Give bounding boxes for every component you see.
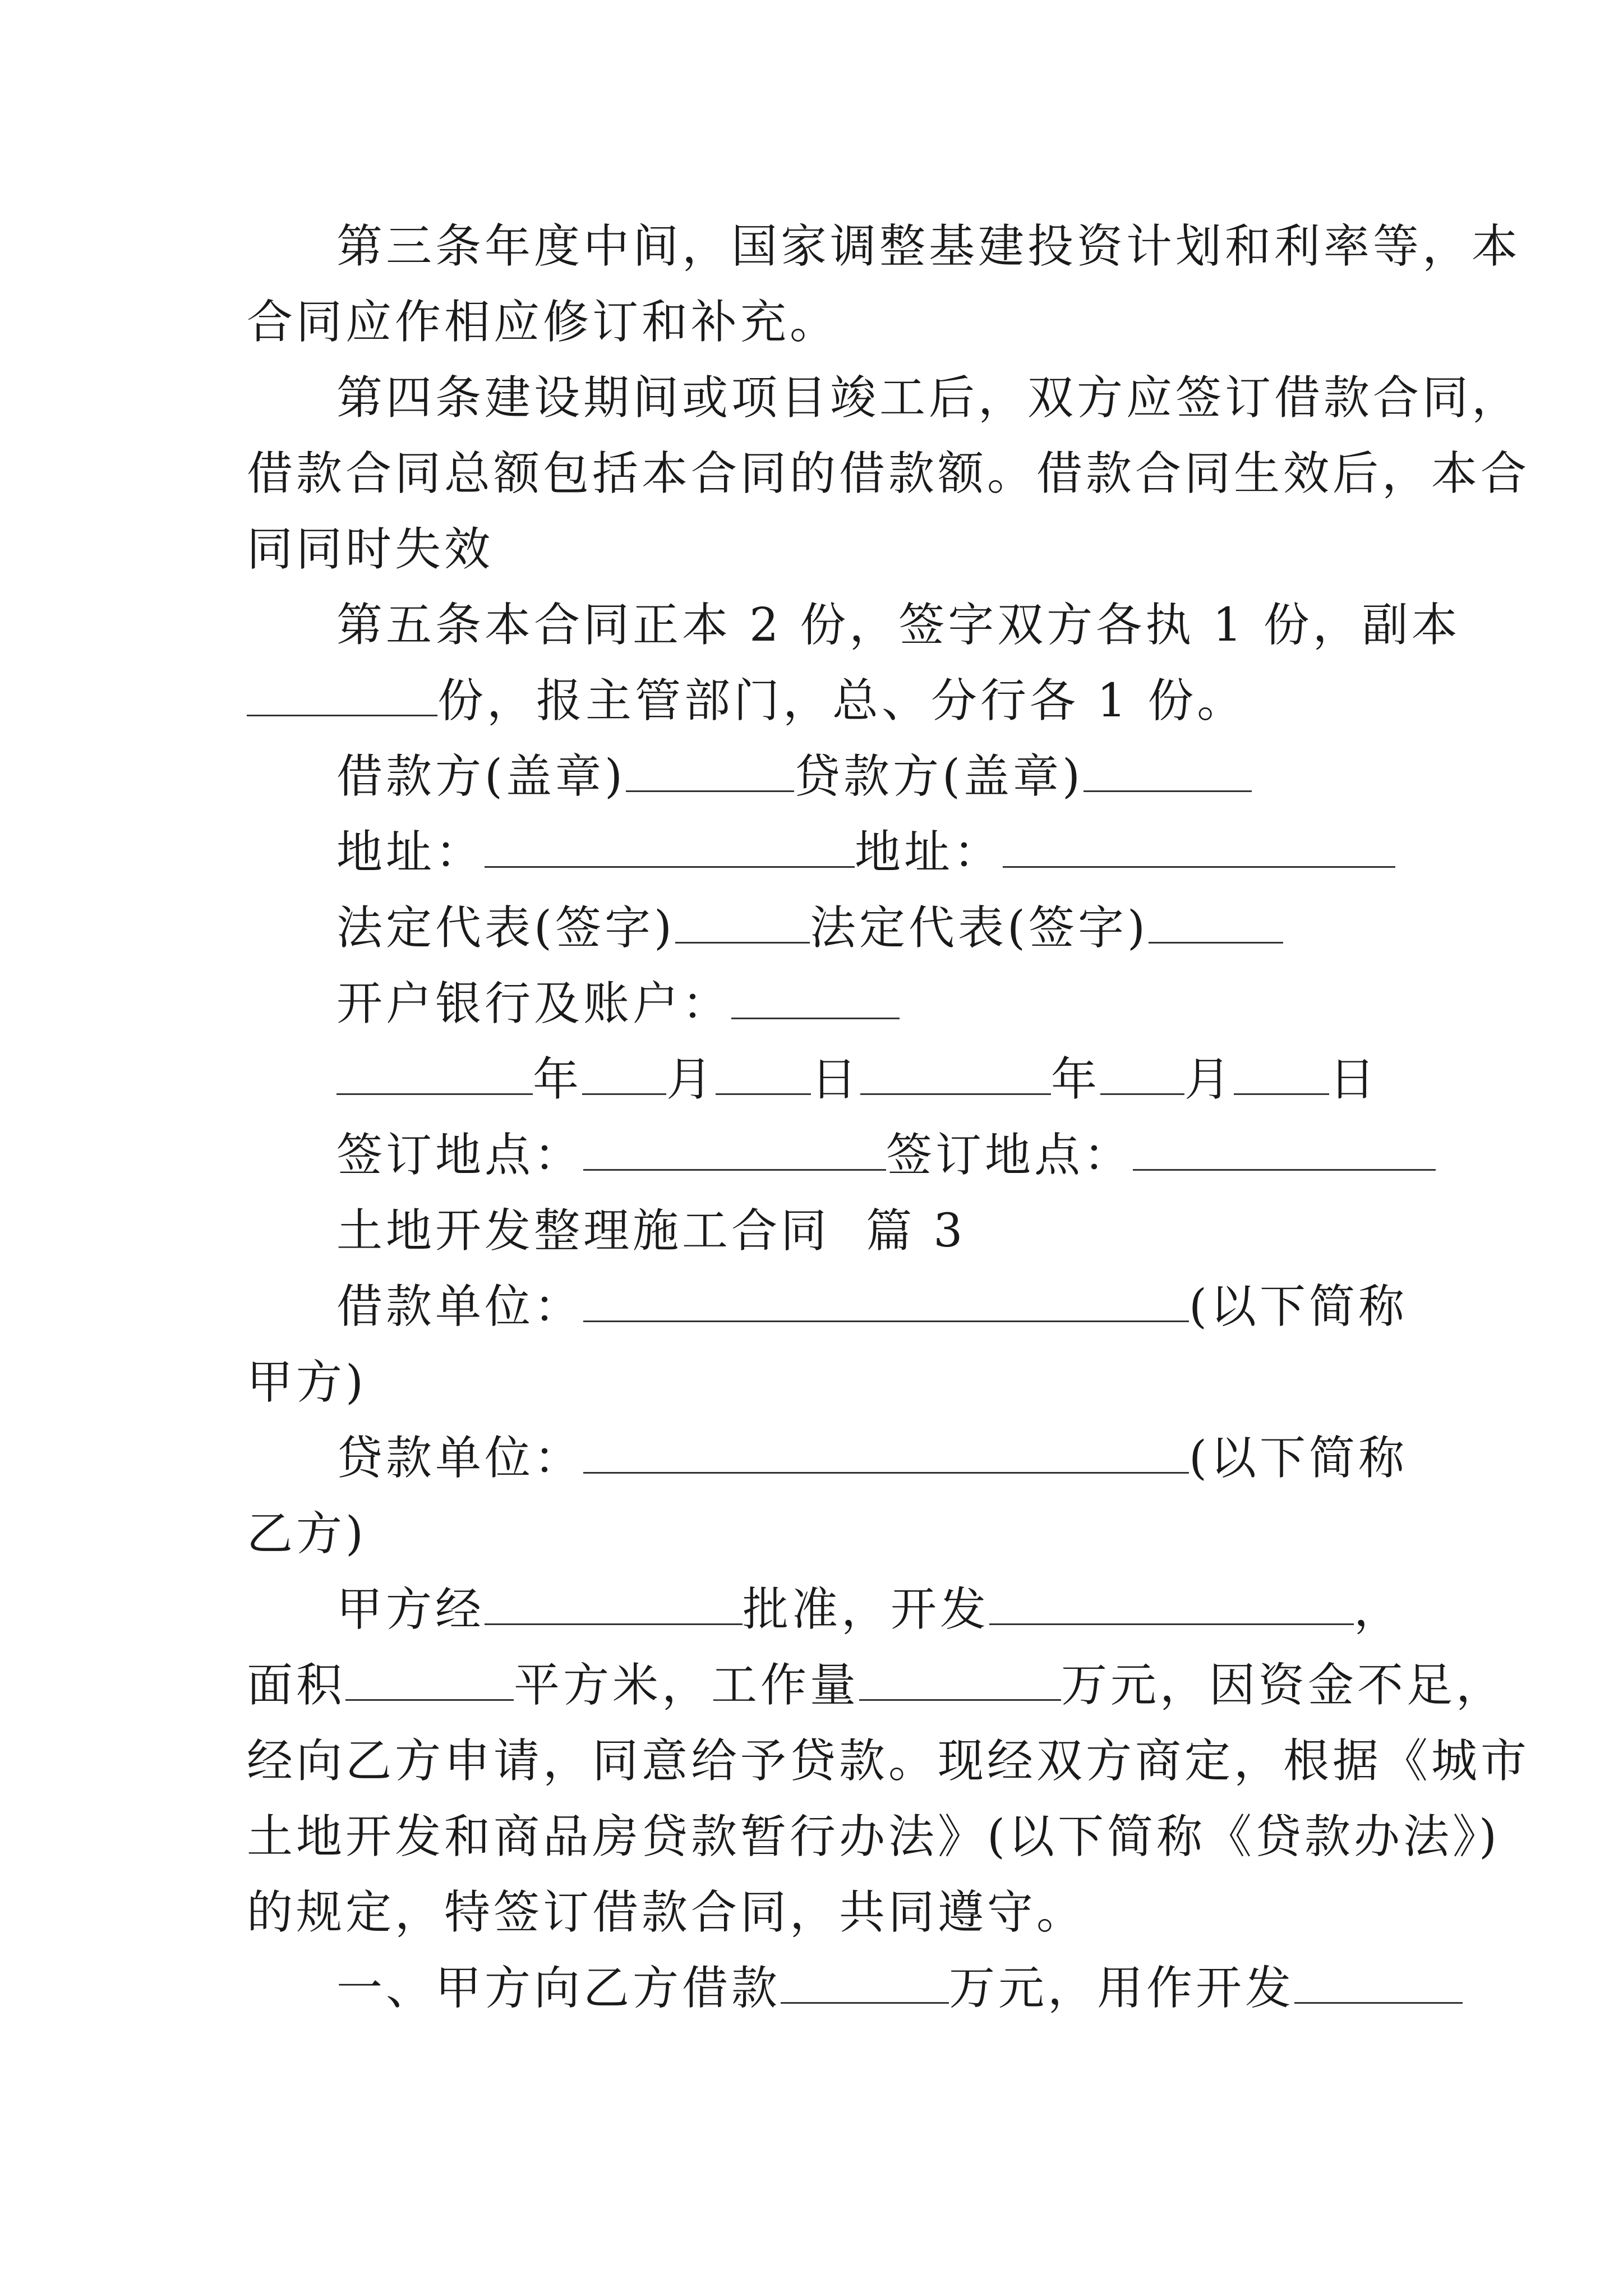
clause-4-line-2: 借款合同总额包括本合同的借款额。借款合同生效后，本合	[247, 447, 1530, 500]
lender-stamp-blank	[1083, 753, 1252, 792]
workload-blank	[859, 1662, 1061, 1701]
borrower-address-blank	[485, 829, 855, 868]
legal-representative-line: 法定代表(签字) 法定代表(签字)	[336, 900, 1283, 956]
body-line-1: 经向乙方申请，同意给予贷款。现经双方商定，根据《城市	[247, 1734, 1530, 1788]
signing-place-line: 签订地点： 签订地点：	[336, 1128, 1436, 1184]
borrower-rep-blank	[675, 905, 810, 944]
signature-stamp-line: 借款方(盖章) 贷款方(盖章)	[336, 749, 1252, 805]
area-line: 面积 平方米，工作量 万元，因资金不足，	[247, 1659, 1506, 1712]
party-b-label: 乙方)	[247, 1507, 367, 1561]
clause-3-line-1: 第三条年度中间，国家调整基建投资计划和利率等，本	[336, 220, 1521, 273]
borrower-stamp-blank	[626, 753, 794, 792]
party-a-label: 甲方)	[247, 1356, 367, 1409]
clause-3-line-2: 合同应作相应修订和补充。	[247, 296, 840, 349]
section-title: 土地开发整理施工合同 篇 3	[336, 1204, 966, 1258]
clause-5-line-2: 份，报主管部门，总、分行各 1 份。	[247, 673, 1246, 729]
clause-4-line-3: 同同时失效	[247, 523, 494, 576]
day-blank-2	[1234, 1056, 1329, 1095]
day-blank-1	[716, 1056, 811, 1095]
lender-unit-line: 贷款单位： (以下简称	[336, 1432, 1408, 1485]
month-blank-1	[582, 1056, 666, 1095]
body-line-3: 的规定，特签订借款合同，共同遵守。	[247, 1886, 1086, 1939]
lender-rep-blank	[1149, 905, 1283, 944]
approval-authority-blank	[485, 1586, 743, 1625]
loan-amount-blank	[781, 1965, 949, 2004]
borrower-place-blank	[583, 1132, 886, 1171]
address-line: 地址： 地址：	[336, 825, 1395, 881]
area-blank	[345, 1662, 514, 1701]
clause-5-line-1: 第五条本合同正本 2 份，签字双方各执 1 份，副本	[336, 599, 1461, 652]
date-line: 年 月 日 年 月 日	[336, 1052, 1378, 1108]
lender-place-blank	[1133, 1132, 1436, 1171]
year-blank-2	[860, 1056, 1051, 1095]
borrower-unit-line: 借款单位： (以下简称	[336, 1280, 1408, 1333]
body-line-2: 土地开发和商品房贷款暂行办法》(以下简称《贷款办法》)	[247, 1810, 1500, 1864]
borrower-unit-blank	[583, 1283, 1189, 1322]
clause-4-line-1: 第四条建设期间或项目竣工后，双方应签订借款合同，	[336, 371, 1521, 425]
bank-account-line: 开户银行及账户：	[336, 976, 900, 1032]
development-project-blank	[989, 1586, 1354, 1625]
loan-amount-line: 一、甲方向乙方借款 万元，用作开发	[336, 1961, 1463, 2017]
copies-blank	[247, 678, 437, 716]
lender-unit-blank	[583, 1435, 1189, 1474]
loan-purpose-blank	[1294, 1965, 1463, 2004]
month-blank-2	[1100, 1056, 1184, 1095]
lender-address-blank	[1003, 829, 1395, 868]
year-blank-1	[336, 1056, 533, 1095]
approval-line: 甲方经 批准，开发 ，	[336, 1583, 1404, 1636]
bank-account-blank	[731, 981, 900, 1019]
